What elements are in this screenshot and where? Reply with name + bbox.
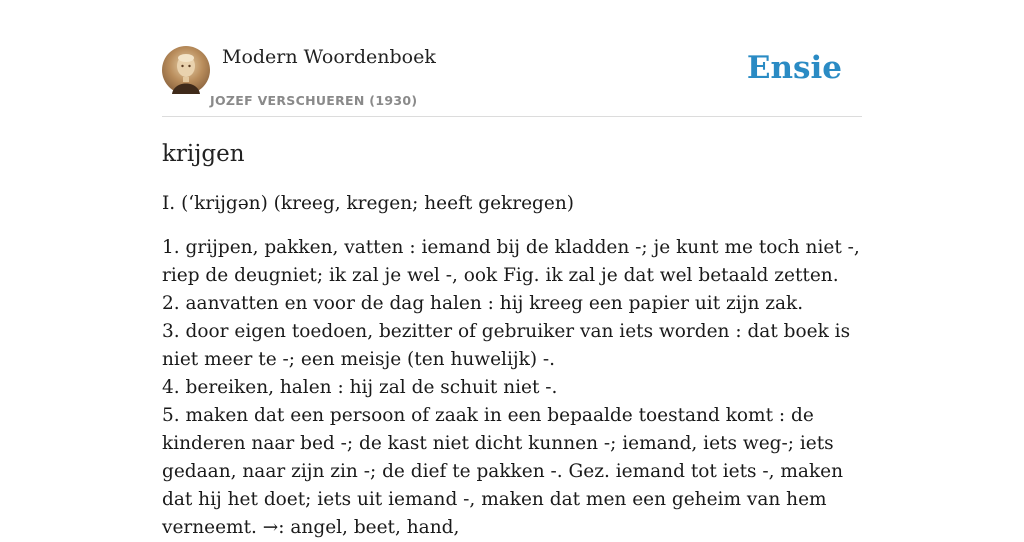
dictionary-entry bbox=[162, 138, 862, 542]
definition-item: 4. bereiken, halen : hij zal de schuit niet -. bbox=[162, 377, 558, 398]
entry-headword: krijgen bbox=[162, 141, 245, 167]
book-title[interactable]: Modern Woordenboek bbox=[222, 46, 436, 68]
book-author[interactable]: JOZEF VERSCHUEREN (1930) bbox=[210, 93, 418, 108]
author-avatar[interactable] bbox=[162, 46, 210, 94]
entry-grammar: I. (‘krijgən) (kreeg, kregen; heeft gekregen) bbox=[162, 193, 574, 214]
entry-definitions bbox=[162, 234, 862, 542]
portrait-icon bbox=[162, 46, 210, 94]
ensie-logo[interactable]: Ensie bbox=[746, 50, 842, 86]
definition-item: 2. aanvatten en voor de dag halen : hij kreeg een papier uit zijn zak. bbox=[162, 293, 804, 314]
definition-item: 3. door eigen toedoen, bezitter of gebruiker van iets worden : dat boek is niet meer te -; een meisje (ten huwelijk) -. bbox=[162, 321, 851, 370]
definition-item: 5. maken dat een persoon of zaak in een bepaalde toestand komt : de kinderen naar bed -; de kast niet dicht kunnen -; iemand, iets weg-; iets gedaan, naar zijn zin -; de dief te pakken -. Gez. iemand tot iets -, maken dat hij het doet; iets uit iemand -, maken dat men een geheim van hem verneemt. →: angel, beet, hand, bbox=[162, 405, 844, 538]
definition-item: 1. grijpen, pakken, vatten : iemand bij de kladden -; je kunt me toch niet -, riep de deugniet; ik zal je wel -, ook Fig. ik zal je dat wel betaald zetten. bbox=[162, 237, 860, 286]
site-header bbox=[162, 46, 862, 117]
